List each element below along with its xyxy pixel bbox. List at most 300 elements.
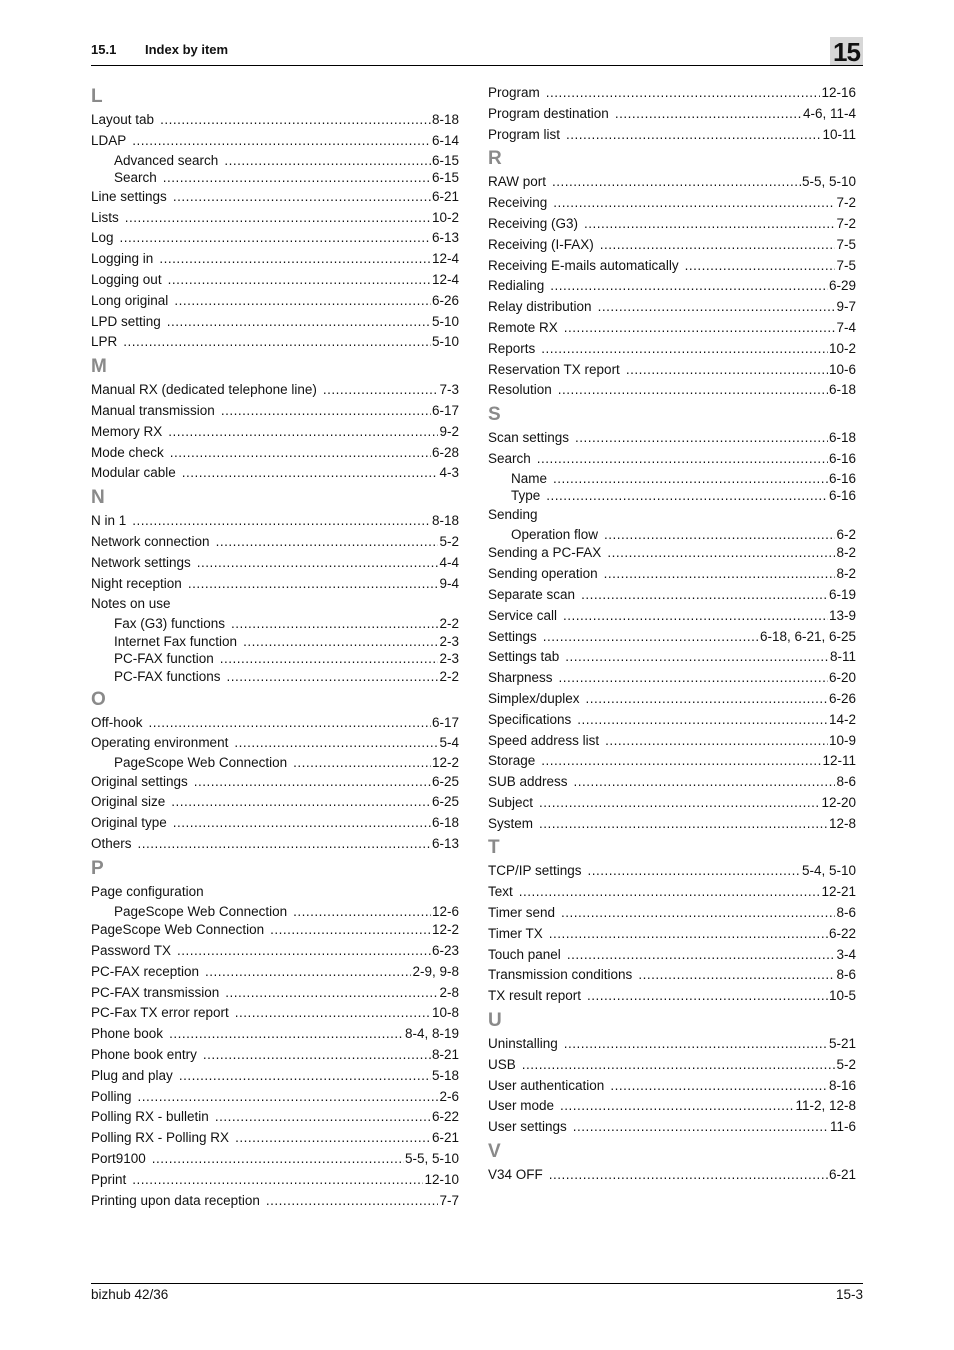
index-entry	[488, 668, 856, 689]
entry-text: RAW port	[488, 174, 547, 190]
index-subentry	[91, 903, 459, 921]
entry-text: Settings	[488, 628, 537, 644]
dot-leader	[216, 532, 439, 553]
index-letter-heading: O	[91, 688, 106, 710]
entry-text: Manual RX (dedicated telephone line)	[91, 382, 317, 398]
dot-leader	[553, 193, 835, 214]
entry-text: LPD setting	[91, 313, 161, 329]
entry-page-ref: 6-19	[828, 586, 856, 602]
entry-text: TCP/IP settings	[488, 863, 582, 879]
index-subentry	[91, 615, 459, 633]
entry-text: Resolution	[488, 382, 552, 398]
header-rule	[91, 65, 863, 66]
dot-leader	[577, 710, 828, 731]
entry-text: V34 OFF	[488, 1167, 543, 1183]
entry-text: Touch panel	[488, 946, 561, 962]
entry-page-ref: 7-2	[836, 215, 856, 231]
index-letter-heading: P	[91, 857, 104, 879]
dot-leader	[581, 585, 828, 606]
dot-leader	[167, 312, 431, 333]
entry-page-ref: 4-3	[439, 465, 459, 481]
index-entry	[488, 1117, 856, 1138]
dot-leader	[170, 443, 431, 464]
entry-page-ref: 12-10	[424, 1171, 459, 1187]
entry-page-ref: 6-15	[431, 170, 459, 186]
entry-page-ref: 10-2	[828, 340, 856, 356]
entry-page-ref: 12-20	[821, 794, 856, 810]
index-entry	[91, 463, 459, 484]
entry-page-ref: 6-16	[828, 450, 856, 466]
entry-page-ref: 7-2	[836, 195, 856, 211]
entry-text: Program destination	[488, 105, 609, 121]
entry-text: Pprint	[91, 1171, 127, 1187]
dot-leader	[573, 1117, 829, 1138]
dot-leader	[221, 401, 431, 422]
entry-text: Scan settings	[488, 430, 570, 446]
entry-text: Polling RX - bulletin	[91, 1109, 209, 1125]
entry-page-ref: 6-23	[431, 943, 459, 959]
entry-text: Log	[91, 230, 114, 246]
index-entry	[91, 380, 459, 401]
index-entry	[488, 214, 856, 235]
entry-text: Program list	[488, 126, 561, 142]
dot-leader	[168, 270, 431, 291]
index-entry	[488, 1055, 856, 1076]
index-subentry	[91, 668, 459, 686]
index-entry	[91, 713, 459, 734]
entry-page-ref: 12-2	[431, 755, 459, 771]
dot-leader	[174, 291, 431, 312]
entry-text: Port9100	[91, 1151, 146, 1167]
entry-page-ref: 8-6	[836, 967, 856, 983]
entry-text: Memory RX	[91, 423, 163, 439]
entry-page-ref: 6-18	[828, 430, 856, 446]
entry-text: USB	[488, 1056, 516, 1072]
entry-text: Logging out	[91, 271, 162, 287]
index-entry	[488, 606, 856, 627]
index-letter-heading: T	[488, 837, 500, 859]
index-entry	[488, 564, 856, 585]
entry-text: TX result report	[488, 988, 582, 1004]
entry-page-ref: 6-22	[431, 1109, 459, 1125]
dot-leader	[227, 668, 439, 686]
index-entry	[91, 1170, 459, 1191]
entry-text: Search	[114, 170, 157, 186]
entry-text: Notes on use	[91, 596, 171, 612]
index-subentry	[91, 152, 459, 170]
entry-page-ref: 6-18, 6-21, 6-25	[759, 628, 856, 644]
index-entry	[488, 793, 856, 814]
dot-leader	[587, 986, 828, 1007]
index-entry	[488, 297, 856, 318]
entry-page-ref: 6-22	[828, 925, 856, 941]
entry-text: Plug and play	[91, 1067, 173, 1083]
index-entry	[91, 312, 459, 333]
entry-text: Subject	[488, 794, 534, 810]
index-entry	[488, 256, 856, 277]
dot-leader	[197, 553, 439, 574]
index-entry	[91, 401, 459, 422]
entry-text: Phone book	[91, 1026, 164, 1042]
entry-text: Speed address list	[488, 732, 600, 748]
entry-text: Network settings	[91, 554, 191, 570]
entry-page-ref: 11-2, 12-8	[795, 1098, 856, 1114]
entry-text: Off-hook	[91, 714, 143, 730]
entry-text: Uninstalling	[488, 1036, 558, 1052]
dot-leader	[615, 104, 802, 125]
dot-leader	[205, 962, 411, 983]
dot-leader	[546, 487, 828, 505]
entry-page-ref: 9-4	[439, 575, 459, 591]
index-entry	[488, 235, 856, 256]
index-entry	[91, 733, 459, 754]
dot-leader	[266, 1191, 439, 1212]
index-entry	[488, 772, 856, 793]
entry-text: Others	[91, 836, 132, 852]
entry-page-ref: 5-10	[431, 313, 459, 329]
index-entry	[488, 172, 856, 193]
index-entry	[488, 543, 856, 564]
entry-text: Timer TX	[488, 925, 543, 941]
entry-text: Receiving	[488, 195, 548, 211]
index-entry	[91, 941, 459, 962]
entry-text: PageScope Web Connection	[114, 755, 288, 771]
running-header	[91, 42, 228, 57]
index-entry	[91, 187, 459, 208]
entry-page-ref: 5-5, 5-10	[801, 174, 856, 190]
entry-text: Polling	[91, 1088, 132, 1104]
dot-leader	[168, 422, 438, 443]
dot-leader	[605, 731, 828, 752]
dot-leader	[270, 920, 431, 941]
index-entry	[91, 270, 459, 291]
entry-page-ref: 6-17	[431, 402, 459, 418]
dot-leader	[522, 1055, 836, 1076]
entry-page-ref: 11-6	[829, 1119, 856, 1135]
entry-page-ref: 9-7	[836, 299, 856, 315]
entry-text: PC-Fax TX error report	[91, 1005, 229, 1021]
dot-leader	[607, 543, 835, 564]
entry-page-ref: 5-4	[439, 735, 459, 751]
dot-leader	[626, 360, 828, 381]
index-letter-heading: U	[488, 1010, 502, 1032]
footer-product: bizhub 42/36	[91, 1287, 169, 1302]
entry-page-ref: 10-2	[431, 209, 459, 225]
entry-text: Remote RX	[488, 319, 558, 335]
index-entry	[488, 449, 856, 470]
dot-leader	[132, 131, 431, 152]
chapter-tab: 15	[830, 37, 863, 66]
dot-leader	[549, 1165, 828, 1186]
entry-page-ref: 10-6	[828, 361, 856, 377]
dot-leader	[638, 965, 835, 986]
dot-leader	[552, 172, 801, 193]
dot-leader	[173, 187, 431, 208]
entry-page-ref: 8-16	[828, 1077, 856, 1093]
dot-leader	[539, 814, 828, 835]
entry-text: Type	[511, 488, 541, 504]
index-entry	[91, 772, 459, 793]
entry-page-ref: 8-4, 8-19	[404, 1026, 459, 1042]
index-entry	[488, 125, 856, 146]
dot-leader	[584, 214, 835, 235]
index-entry	[91, 1003, 459, 1024]
entry-text: Operation flow	[511, 526, 599, 542]
entry-page-ref: 10-9	[828, 732, 856, 748]
entry-page-ref: 6-26	[828, 690, 856, 706]
entry-page-ref: 12-6	[431, 903, 459, 919]
entry-page-ref: 6-28	[431, 444, 459, 460]
index-subentry	[91, 633, 459, 651]
dot-leader	[231, 615, 438, 633]
dot-leader	[561, 903, 835, 924]
dot-leader	[588, 861, 801, 882]
entry-page-ref: 6-20	[828, 670, 856, 686]
index-entry	[91, 291, 459, 312]
entry-page-ref: 4-6, 11-4	[802, 105, 856, 121]
entry-text: Advanced search	[114, 152, 219, 168]
dot-leader	[541, 751, 821, 772]
index-letter-heading: L	[91, 86, 103, 107]
footer-page-number: 15-3	[835, 1287, 863, 1302]
index-entry	[91, 228, 459, 249]
entry-page-ref: 5-2	[836, 1056, 856, 1072]
dot-leader	[234, 733, 438, 754]
entry-text: Name	[511, 470, 548, 486]
index-letter-heading: R	[488, 148, 502, 170]
entry-text: PC-FAX transmission	[91, 984, 220, 1000]
entry-text: PageScope Web Connection	[91, 922, 265, 938]
dot-leader	[685, 256, 836, 277]
index-entry	[488, 647, 856, 668]
index-entry	[91, 1087, 459, 1108]
index-entry	[488, 380, 856, 401]
index-entry	[488, 986, 856, 1007]
dot-leader	[173, 813, 431, 834]
entry-text: Sending	[488, 506, 538, 522]
index-entry	[91, 553, 459, 574]
entry-page-ref: 12-16	[821, 85, 856, 100]
entry-page-ref: 2-2	[439, 668, 459, 684]
index-entry	[91, 962, 459, 983]
entry-page-ref: 8-21	[431, 1047, 459, 1063]
dot-leader	[549, 924, 828, 945]
dot-leader	[567, 945, 836, 966]
entry-text: Search	[488, 450, 531, 466]
entry-page-ref: 8-11	[829, 649, 856, 665]
entry-text: Layout tab	[91, 112, 155, 127]
dot-leader	[188, 574, 439, 595]
entry-text: Text	[488, 884, 513, 900]
index-entry	[91, 594, 459, 615]
index-letter-heading: V	[488, 1141, 501, 1163]
dot-leader	[138, 1087, 439, 1108]
entry-page-ref: 6-2	[836, 526, 856, 542]
index-entry	[91, 110, 459, 131]
dot-leader	[565, 647, 829, 668]
entry-text: Reports	[488, 340, 536, 356]
entry-page-ref: 8-2	[836, 566, 856, 582]
entry-text: Receiving (I-FAX)	[488, 236, 594, 252]
entry-page-ref: 2-3	[439, 651, 459, 667]
dot-leader	[171, 792, 431, 813]
entry-text: Line settings	[91, 188, 167, 204]
entry-page-ref: 5-18	[431, 1067, 459, 1083]
entry-text: Sending a PC-FAX	[488, 545, 602, 561]
index-entry	[488, 627, 856, 648]
entry-page-ref: 8-18	[431, 513, 459, 529]
entry-text: Separate scan	[488, 586, 576, 602]
entry-page-ref: 3-4	[836, 946, 856, 962]
dot-leader	[293, 754, 431, 772]
dot-leader	[541, 339, 828, 360]
index-entry	[488, 318, 856, 339]
entry-page-ref: 6-16	[828, 488, 856, 504]
entry-text: Settings tab	[488, 649, 560, 665]
index-entry	[488, 903, 856, 924]
dot-leader	[152, 1149, 404, 1170]
entry-page-ref: 5-10	[431, 334, 459, 350]
dot-leader	[177, 941, 431, 962]
dot-leader	[138, 834, 431, 855]
index-entry	[488, 1034, 856, 1055]
entry-text: Password TX	[91, 943, 172, 959]
entry-page-ref: 5-21	[828, 1036, 856, 1052]
index-entry	[91, 1066, 459, 1087]
entry-page-ref: 6-21	[431, 1130, 459, 1146]
dot-leader	[600, 235, 836, 256]
dot-leader	[559, 668, 828, 689]
entry-text: Modular cable	[91, 465, 176, 481]
dot-leader	[163, 169, 431, 187]
entry-text: Sending operation	[488, 566, 598, 582]
index-entry	[488, 882, 856, 903]
index-entry	[91, 792, 459, 813]
entry-text: Relay distribution	[488, 299, 592, 315]
entry-page-ref: 5-2	[439, 533, 459, 549]
entry-page-ref: 6-14	[431, 132, 459, 148]
index-entry	[488, 193, 856, 214]
index-subentry	[91, 754, 459, 772]
entry-text: N in 1	[91, 513, 127, 529]
entry-page-ref: 6-18	[828, 382, 856, 398]
dot-leader	[563, 606, 828, 627]
index-entry	[488, 360, 856, 381]
index-entry	[91, 131, 459, 152]
entry-page-ref: 6-13	[431, 230, 459, 246]
entry-text: Receiving E-mails automatically	[488, 257, 679, 273]
entry-text: Lists	[91, 209, 119, 225]
entry-page-ref: 13-9	[828, 607, 856, 623]
entry-page-ref: 2-9, 9-8	[412, 963, 459, 979]
index-entry	[488, 505, 856, 526]
dot-leader	[149, 713, 431, 734]
entry-text: Redialing	[488, 278, 545, 294]
index-subentry	[91, 169, 459, 187]
index-entry	[91, 882, 459, 903]
entry-text: User authentication	[488, 1077, 605, 1093]
entry-page-ref: 9-2	[439, 423, 459, 439]
entry-text: PageScope Web Connection	[114, 903, 288, 919]
entry-page-ref: 14-2	[828, 711, 856, 727]
index-entry	[488, 945, 856, 966]
entry-text: Night reception	[91, 575, 182, 591]
dot-leader	[564, 318, 836, 339]
entry-text: User settings	[488, 1119, 567, 1135]
dot-leader	[132, 1170, 423, 1191]
index-entry	[91, 920, 459, 941]
index-entry	[91, 511, 459, 532]
entry-page-ref: 10-5	[828, 988, 856, 1004]
dot-leader	[598, 297, 836, 318]
entry-text: Printing upon data reception	[91, 1192, 260, 1208]
dot-leader	[293, 903, 431, 921]
dot-leader	[564, 1034, 828, 1055]
index-entry	[488, 965, 856, 986]
entry-text: Fax (G3) functions	[114, 616, 226, 632]
dot-leader	[224, 152, 431, 170]
dot-leader	[235, 1003, 431, 1024]
entry-text: Service call	[488, 607, 558, 623]
index-entry	[91, 422, 459, 443]
index-entry	[488, 339, 856, 360]
entry-page-ref: 7-7	[439, 1192, 459, 1208]
entry-page-ref: 8-6	[836, 905, 856, 921]
index-subentry	[488, 487, 856, 505]
index-entry	[488, 83, 856, 104]
index-column-right	[488, 83, 856, 1186]
entry-page-ref: 6-18	[431, 815, 459, 831]
entry-page-ref: 10-8	[431, 1005, 459, 1021]
dot-leader	[553, 470, 828, 488]
dot-leader	[125, 208, 431, 229]
entry-page-ref: 2-6	[439, 1088, 459, 1104]
entry-text: Original type	[91, 815, 167, 831]
dot-leader	[182, 463, 439, 484]
index-entry	[91, 574, 459, 595]
dot-leader	[546, 83, 821, 104]
index-entry	[488, 1096, 856, 1117]
dot-leader	[586, 689, 828, 710]
entry-text: Original settings	[91, 773, 188, 789]
dot-leader	[604, 564, 836, 585]
entry-text: Simplex/duplex	[488, 690, 580, 706]
index-entry	[91, 249, 459, 270]
entry-page-ref: 2-8	[439, 984, 459, 1000]
dot-leader	[323, 380, 439, 401]
entry-page-ref: 2-3	[439, 633, 459, 649]
index-entry	[91, 1024, 459, 1045]
entry-text: System	[488, 815, 534, 831]
entry-page-ref: 6-26	[431, 292, 459, 308]
entry-text: PC-FAX reception	[91, 963, 200, 979]
index-letter-heading: M	[91, 356, 107, 378]
dot-leader	[543, 627, 759, 648]
entry-text: Operating environment	[91, 735, 229, 751]
entry-text: Phone book entry	[91, 1047, 197, 1063]
dot-leader	[179, 1066, 431, 1087]
entry-text: User mode	[488, 1098, 555, 1114]
dot-leader	[203, 1045, 431, 1066]
entry-text: Transmission conditions	[488, 967, 633, 983]
index-entry	[488, 861, 856, 882]
entry-text: Program	[488, 85, 540, 100]
index-entry	[91, 208, 459, 229]
entry-page-ref: 12-8	[828, 815, 856, 831]
index-entry	[91, 834, 459, 855]
section-title: Index by item	[145, 42, 229, 57]
entry-text: PC-FAX function	[114, 651, 214, 667]
